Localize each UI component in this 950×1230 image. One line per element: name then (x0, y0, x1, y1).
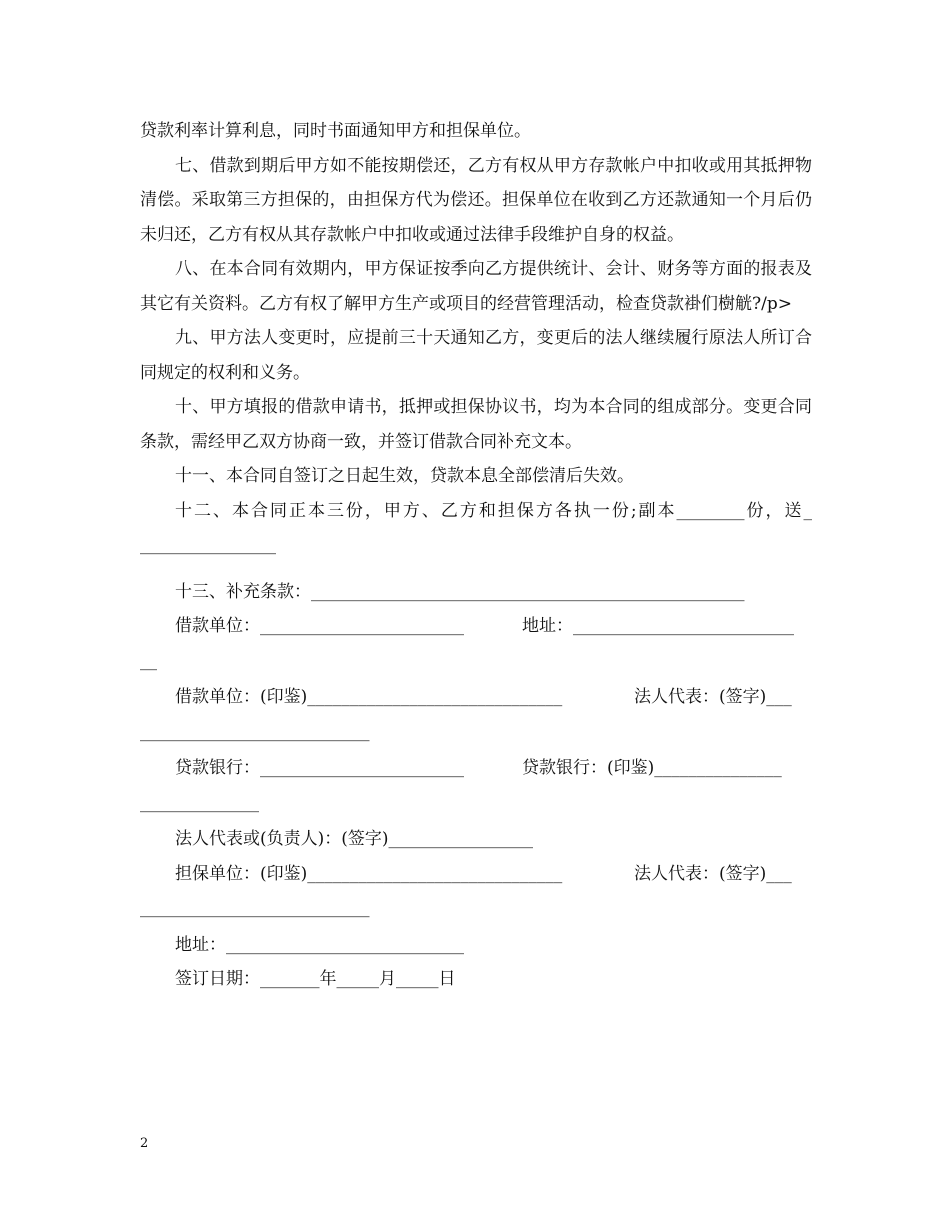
page-number: 2 (140, 1136, 149, 1151)
borrower-legal-rep-tail: ___________________________ (140, 721, 370, 742)
guarantor-legal-rep-tail-row (140, 891, 812, 926)
guarantor-legal-rep-tail: ___________________________ (140, 898, 370, 918)
bank-seal-field: 贷款银行：(印鉴)_______________ (522, 758, 782, 778)
guarantor-legal-rep-field: 法人代表：(签字)___ (634, 863, 792, 884)
clause-8: 八、在本合同有效期内，甲方保证按季向乙方提供统计、会计、财务等方面的报表及其它有关资料。乙方有权了解甲方生产或项目的经营管理活动，检查贷款褂们樹觥?/p> (140, 259, 812, 314)
borrower-address-tail: __ (140, 650, 157, 671)
bank-seal-tail-row (140, 786, 812, 821)
borrower-unit-row (140, 609, 812, 644)
clause-7: 七、借款到期后甲方如不能按期偿还，乙方有权从甲方存款帐户中扣收或用其抵押物清偿。采取第三方担保的，由担保方代为偿还。担保单位在收到乙方还款通知一个月后仍未归还，乙方有权从其存款帐户中扣收或通过法律手段维护自身的权益。 (140, 155, 812, 245)
bank-seal-tail: ______________ (140, 792, 259, 813)
clause-9: 九、甲方法人变更时，应提前三十天通知乙方，变更后的法人继续履行原法人所订合同规定的权利和义务。 (140, 328, 812, 383)
supplement-row (140, 575, 812, 610)
sign-date-field: 签订日期：_______年_____月_____日 (175, 969, 456, 989)
guarantor-address-field: 地址：____________________________ (175, 934, 464, 955)
clause-12: 十二、本合同正本三份，甲方、乙方和担保方各执一份;副本________份，送_ ________________ (140, 500, 812, 555)
guarantor-seal-row (140, 857, 812, 892)
borrower-address-field: 地址：__________________________ (522, 616, 794, 636)
supplement-field: 十三、补充条款：___________________________________________________ (175, 581, 745, 602)
guarantor-seal-field: 担保单位：(印鉴)______________________________ (175, 863, 563, 884)
borrower-legal-rep-tail-row (140, 715, 812, 750)
bank-field: 贷款银行：________________________ (175, 758, 464, 778)
contract-body (140, 114, 812, 997)
sign-date-row (140, 962, 812, 997)
bank-rep-row (140, 822, 812, 857)
clause-10: 十、甲方填报的借款申请书，抵押或担保协议书，均为本合同的组成部分。变更合同条款，需经甲乙双方协商一致，并签订借款合同补充文本。 (140, 397, 812, 452)
bank-rep-field: 法人代表或(负责人)：(签字)_________________ (175, 829, 534, 849)
borrower-legal-rep-field: 法人代表：(签字)___ (634, 687, 792, 707)
borrower-seal-field: 借款单位：(印鉴)______________________________ (175, 687, 563, 707)
borrower-seal-row (140, 680, 812, 715)
paragraph-interest-continuation: 贷款利率计算利息，同时书面通知甲方和担保单位。 (140, 121, 531, 141)
borrower-unit-field: 借款单位：________________________ (175, 616, 464, 636)
clause-11: 十一、本合同自签订之日起生效，贷款本息全部偿清后失效。 (175, 466, 634, 486)
guarantor-address-row (140, 928, 812, 963)
borrower-address-tail-row (140, 644, 812, 679)
bank-row (140, 751, 812, 786)
